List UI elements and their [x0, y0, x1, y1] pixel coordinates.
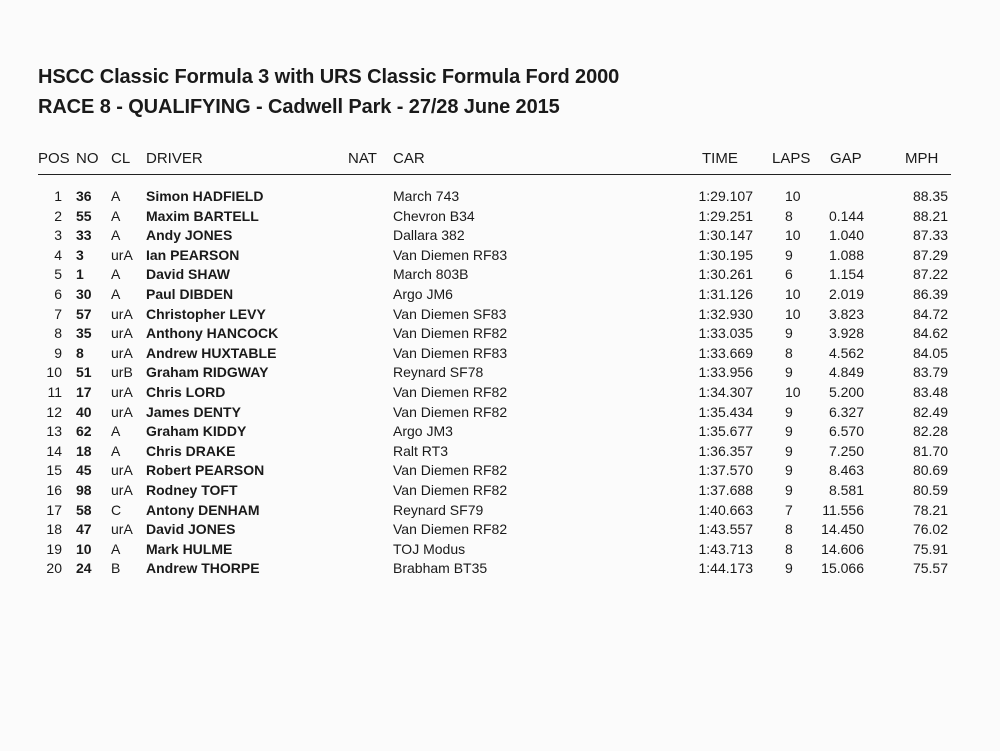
cell-car: Van Diemen RF82 [393, 383, 508, 400]
cell-laps: 9 [785, 481, 793, 498]
cell-mph: 88.35 [912, 188, 948, 204]
cell-time: 1:37.688 [698, 481, 753, 498]
header-divider [38, 174, 951, 175]
cell-laps: 7 [785, 501, 793, 518]
cell-gap: 5.200 [828, 383, 864, 400]
cell-mph: 81.70 [912, 442, 948, 459]
cell-car: Van Diemen RF82 [393, 462, 508, 479]
cell-driver: David JONES [146, 521, 236, 538]
cell-class: urA [111, 305, 133, 322]
cell-mph: 80.69 [912, 462, 948, 479]
cell-gap: 4.849 [828, 364, 864, 381]
cell-gap: 1.154 [828, 266, 864, 283]
cell-time: 1:30.261 [698, 266, 753, 283]
table-row [0, 521, 1000, 541]
cell-no: 47 [76, 521, 92, 538]
cell-driver: Paul DIBDEN [146, 285, 234, 302]
cell-class: urA [111, 521, 133, 538]
cell-driver: Antony DENHAM [146, 501, 260, 518]
cell-pos: 13 [46, 423, 62, 440]
cell-laps: 8 [785, 540, 793, 557]
cell-class: B [111, 560, 121, 577]
table-row [0, 247, 1000, 267]
cell-laps: 9 [785, 462, 793, 479]
table-row [0, 502, 1000, 522]
results-table [0, 188, 1000, 580]
cell-mph: 87.29 [912, 246, 948, 263]
cell-pos: 11 [47, 383, 62, 400]
header-driver: DRIVER [146, 150, 203, 167]
cell-no: 36 [76, 188, 92, 204]
cell-no: 10 [76, 540, 92, 557]
cell-time: 1:30.147 [698, 227, 753, 244]
cell-pos: 4 [54, 246, 62, 263]
cell-time: 1:43.713 [698, 540, 753, 557]
cell-mph: 87.33 [912, 227, 948, 244]
cell-pos: 12 [46, 403, 62, 420]
cell-time: 1:34.307 [698, 383, 753, 400]
cell-car: Ralt RT3 [393, 442, 448, 459]
cell-class: A [111, 266, 121, 283]
cell-car: Brabham BT35 [393, 560, 488, 577]
cell-no: 8 [76, 344, 84, 361]
cell-car: Dallara 382 [393, 227, 465, 244]
cell-gap: 3.928 [828, 325, 864, 342]
cell-mph: 87.22 [912, 266, 948, 283]
cell-driver: James DENTY [146, 403, 241, 420]
cell-car: Argo JM3 [393, 423, 453, 440]
header-cl: CL [111, 150, 131, 167]
cell-class: A [111, 423, 121, 440]
table-row [0, 384, 1000, 404]
cell-no: 33 [76, 227, 92, 244]
cell-laps: 9 [785, 423, 793, 440]
cell-laps: 8 [785, 344, 793, 361]
cell-pos: 14 [46, 442, 62, 459]
cell-laps: 10 [785, 285, 801, 302]
cell-gap: 11.556 [822, 501, 864, 518]
cell-gap: 1.040 [828, 227, 864, 244]
cell-laps: 9 [785, 442, 793, 459]
cell-time: 1:36.357 [698, 442, 753, 459]
cell-laps: 9 [785, 560, 793, 577]
cell-car: Van Diemen RF83 [393, 246, 508, 263]
cell-laps: 8 [785, 207, 793, 224]
cell-gap: 7.250 [828, 442, 864, 459]
header-time: TIME [702, 150, 738, 167]
cell-gap: 4.562 [828, 344, 864, 361]
cell-pos: 5 [54, 266, 62, 283]
cell-no: 30 [76, 285, 92, 302]
cell-driver: Robert PEARSON [146, 462, 265, 479]
cell-no: 62 [76, 423, 92, 440]
cell-driver: Anthony HANCOCK [146, 325, 279, 342]
table-row [0, 227, 1000, 247]
cell-no: 40 [76, 403, 92, 420]
cell-class: A [111, 540, 121, 557]
cell-mph: 82.28 [912, 423, 948, 440]
table-row [0, 462, 1000, 482]
cell-laps: 9 [785, 364, 793, 381]
table-row [0, 325, 1000, 345]
cell-laps: 9 [785, 246, 793, 263]
cell-mph: 88.21 [912, 207, 948, 224]
cell-time: 1:35.434 [698, 403, 753, 420]
cell-car: March 803B [393, 266, 469, 283]
cell-driver: Chris DRAKE [146, 442, 236, 459]
cell-time: 1:33.035 [698, 325, 753, 342]
table-row [0, 404, 1000, 424]
cell-no: 35 [76, 325, 92, 342]
cell-car: Reynard SF78 [393, 364, 484, 381]
cell-pos: 18 [46, 521, 62, 538]
cell-driver: Ian PEARSON [146, 246, 240, 263]
cell-no: 58 [76, 501, 92, 518]
cell-gap: 8.463 [828, 462, 864, 479]
cell-class: urA [111, 246, 133, 263]
cell-pos: 10 [46, 364, 62, 381]
cell-car: Van Diemen RF82 [393, 481, 508, 498]
cell-driver: Andy JONES [146, 227, 233, 244]
cell-driver: Christopher LEVY [146, 305, 266, 322]
cell-gap: 15.066 [821, 560, 864, 577]
cell-mph: 84.62 [912, 325, 948, 342]
cell-driver: Rodney TOFT [146, 481, 238, 498]
cell-mph: 84.05 [912, 344, 948, 361]
cell-mph: 75.57 [912, 560, 948, 577]
cell-laps: 10 [785, 188, 801, 204]
cell-time: 1:40.663 [698, 501, 753, 518]
cell-car: Van Diemen RF83 [393, 344, 508, 361]
table-row [0, 345, 1000, 365]
cell-class: A [111, 207, 121, 224]
cell-no: 57 [76, 305, 92, 322]
cell-driver: Graham RIDGWAY [146, 364, 269, 381]
cell-car: Van Diemen RF82 [393, 521, 508, 538]
cell-pos: 17 [46, 501, 62, 518]
header-no: NO [76, 150, 99, 167]
table-row [0, 443, 1000, 463]
cell-pos: 6 [54, 285, 62, 302]
cell-class: A [111, 442, 121, 459]
cell-driver: Maxim BARTELL [146, 207, 259, 224]
cell-class: urA [111, 383, 133, 400]
cell-laps: 10 [785, 383, 801, 400]
cell-class: urA [111, 403, 133, 420]
cell-time: 1:30.195 [698, 246, 753, 263]
table-row [0, 423, 1000, 443]
cell-time: 1:33.956 [698, 364, 753, 381]
header-car: CAR [393, 150, 425, 167]
cell-class: C [111, 501, 122, 518]
cell-laps: 6 [785, 266, 793, 283]
cell-time: 1:29.107 [698, 188, 753, 204]
cell-class: urA [111, 462, 133, 479]
cell-pos: 9 [54, 344, 62, 361]
cell-no: 17 [76, 383, 92, 400]
document-subtitle: RACE 8 - QUALIFYING - Cadwell Park - 27/28 June 2015 [38, 96, 560, 118]
table-row [0, 188, 1000, 208]
cell-driver: David SHAW [146, 266, 231, 283]
cell-pos: 19 [46, 540, 62, 557]
cell-car: Van Diemen SF83 [393, 305, 507, 322]
cell-driver: Andrew THORPE [146, 560, 260, 577]
cell-car: Chevron B34 [393, 207, 475, 224]
header-pos: POS [38, 150, 70, 167]
cell-class: A [111, 188, 121, 204]
cell-no: 18 [76, 442, 92, 459]
cell-car: Argo JM6 [393, 285, 453, 302]
cell-mph: 80.59 [912, 481, 948, 498]
cell-time: 1:37.570 [698, 462, 753, 479]
cell-mph: 82.49 [912, 403, 948, 420]
cell-no: 3 [76, 246, 84, 263]
cell-gap: 14.606 [821, 540, 864, 557]
cell-time: 1:32.930 [698, 305, 753, 322]
table-row [0, 208, 1000, 228]
header-laps: LAPS [772, 150, 811, 167]
header-nat: NAT [348, 150, 377, 167]
cell-class: urA [111, 325, 133, 342]
cell-driver: Andrew HUXTABLE [146, 344, 277, 361]
cell-driver: Mark HULME [146, 540, 233, 557]
cell-car: March 743 [393, 188, 460, 204]
cell-driver: Graham KIDDY [146, 423, 247, 440]
cell-no: 24 [76, 560, 92, 577]
cell-time: 1:44.173 [698, 560, 753, 577]
cell-gap: 3.823 [828, 305, 864, 322]
cell-laps: 10 [785, 305, 801, 322]
cell-pos: 20 [46, 560, 62, 577]
cell-gap: 1.088 [828, 246, 864, 263]
cell-time: 1:31.126 [698, 285, 753, 302]
cell-class: A [111, 285, 121, 302]
cell-time: 1:35.677 [698, 423, 753, 440]
cell-mph: 83.48 [912, 383, 948, 400]
cell-mph: 75.91 [912, 540, 948, 557]
cell-no: 55 [76, 207, 92, 224]
cell-laps: 9 [785, 403, 793, 420]
cell-class: A [111, 227, 121, 244]
cell-time: 1:33.669 [698, 344, 753, 361]
table-row [0, 266, 1000, 286]
cell-car: Van Diemen RF82 [393, 403, 508, 420]
cell-gap: 8.581 [828, 481, 864, 498]
cell-car: Reynard SF79 [393, 501, 484, 518]
cell-pos: 15 [46, 462, 62, 479]
cell-mph: 83.79 [912, 364, 948, 381]
cell-no: 98 [76, 481, 92, 498]
cell-class: urB [111, 364, 133, 381]
cell-driver: Chris LORD [146, 383, 226, 400]
cell-gap: 6.570 [828, 423, 864, 440]
cell-laps: 8 [785, 521, 793, 538]
cell-car: TOJ Modus [393, 540, 466, 557]
cell-time: 1:43.557 [698, 521, 753, 538]
header-gap: GAP [830, 150, 862, 167]
cell-gap: 6.327 [828, 403, 864, 420]
cell-gap: 14.450 [821, 521, 864, 538]
cell-laps: 10 [785, 227, 801, 244]
cell-pos: 3 [54, 227, 62, 244]
cell-gap: 2.019 [828, 285, 864, 302]
table-row [0, 560, 1000, 580]
table-row [0, 286, 1000, 306]
cell-mph: 78.21 [912, 501, 948, 518]
cell-class: urA [111, 344, 133, 361]
cell-pos: 16 [46, 481, 62, 498]
cell-pos: 1 [54, 188, 62, 204]
cell-car: Van Diemen RF82 [393, 325, 508, 342]
cell-mph: 76.02 [912, 521, 948, 538]
document-title: HSCC Classic Formula 3 with URS Classic Formula Ford 2000 [38, 66, 620, 88]
cell-class: urA [111, 481, 133, 498]
cell-pos: 2 [54, 207, 62, 224]
cell-driver: Simon HADFIELD [146, 188, 264, 204]
cell-laps: 9 [785, 325, 793, 342]
cell-mph: 84.72 [912, 305, 948, 322]
cell-pos: 8 [54, 325, 62, 342]
cell-no: 45 [76, 462, 92, 479]
table-row [0, 306, 1000, 326]
table-row [0, 482, 1000, 502]
cell-no: 51 [76, 364, 92, 381]
header-mph: MPH [905, 150, 939, 167]
cell-gap: 0.144 [828, 207, 864, 224]
table-row [0, 364, 1000, 384]
cell-pos: 7 [54, 305, 62, 322]
cell-no: 1 [76, 266, 84, 283]
table-row [0, 541, 1000, 561]
cell-mph: 86.39 [912, 285, 948, 302]
cell-time: 1:29.251 [698, 207, 753, 224]
